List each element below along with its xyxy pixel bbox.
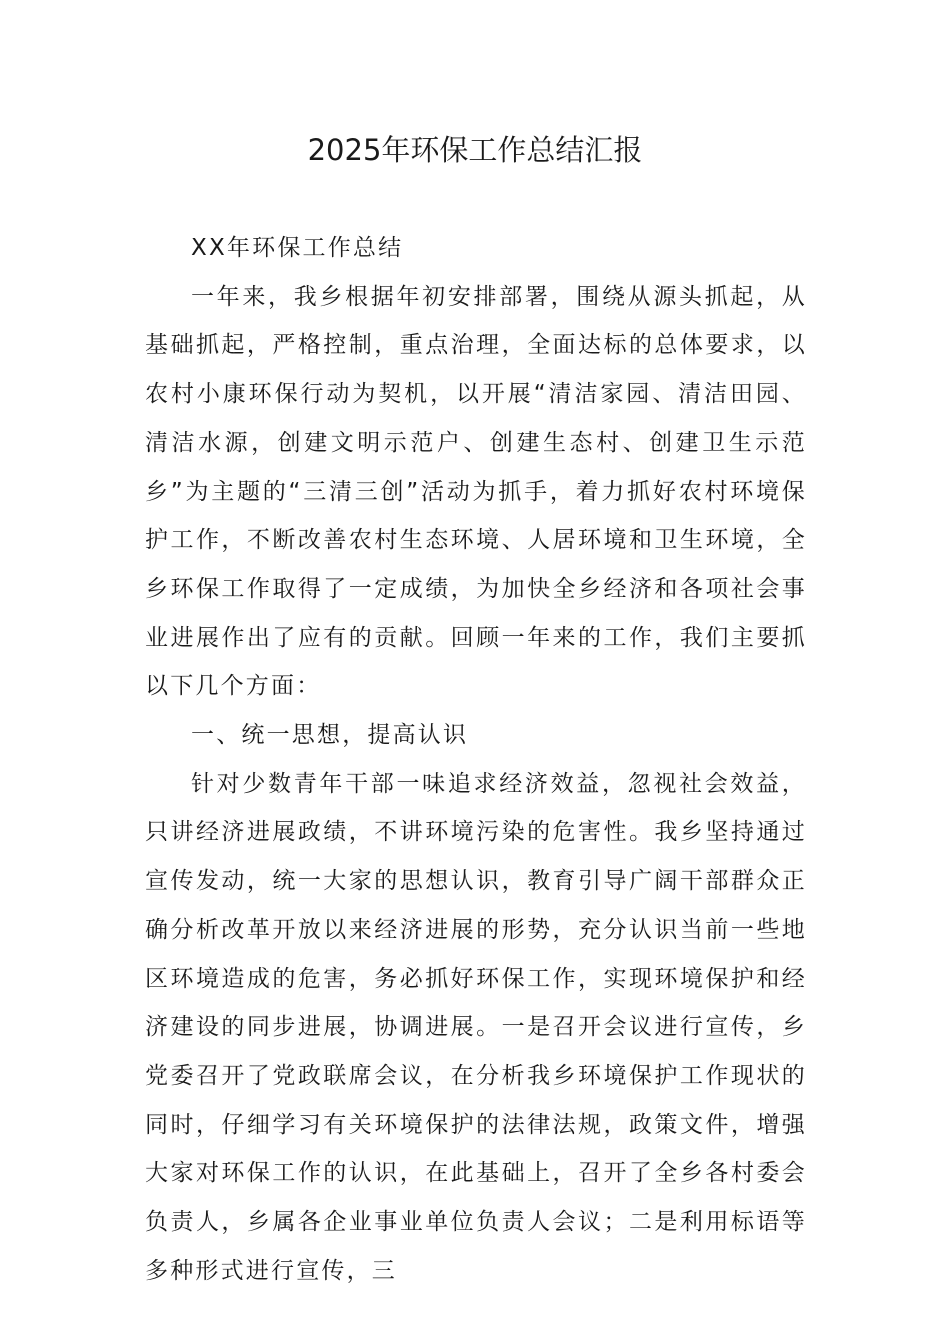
document-title: 2025年环保工作总结汇报 bbox=[307, 133, 643, 167]
body-paragraph: 一年来，我乡根据年初安排部署，围绕从源头抓起，从基础抓起，严格控制，重点治理，全面达标的总体要求，以农村小康环保行动为契机，以开展“清洁家园、清洁田园、清洁水源，创建文明示范户、创建生态村、创建卫生示范乡”为主题的“三清三创”活动为抓手，着力抓好农村环境保护工作，不断改善农村生态环境、人居环境和卫生环境，全乡环保工作取得了一定成绩，为加快全乡经济和各项社会事业进展作出了应有的贡献。回顾一年来的工作，我们主要抓以下几个方面： bbox=[145, 283, 807, 700]
section-heading: 一、统一思想，提高认识 bbox=[191, 722, 469, 749]
body-paragraph: 针对少数青年干部一味追求经济效益，忽视社会效益，只讲经济进展政绩，不讲环境污染的危害性。我乡坚持通过宣传发动，统一大家的思想认识，教育引导广阔干部群众正确分析改革开放以来经济进展的形势，充分认识当前一些地区环境造成的危害，务必抓好环保工作，实现环境保护和经济建设的同步进展，协调进展。一是召开会议进行宣传，乡党委召开了党政联席会议，在分析我乡环境保护工作现状的同时，仔细学习有关环境保护的法律法规，政策文件，增强大家对环保工作的认识，在此基础上，召开了全乡各村委会负责人，乡属各企业事业单位负责人会议；二是利用标语等多种形式进行宣传，三 bbox=[145, 770, 807, 1284]
document-body bbox=[145, 224, 807, 1295]
section-heading: XX年环保工作总结 bbox=[191, 235, 404, 261]
